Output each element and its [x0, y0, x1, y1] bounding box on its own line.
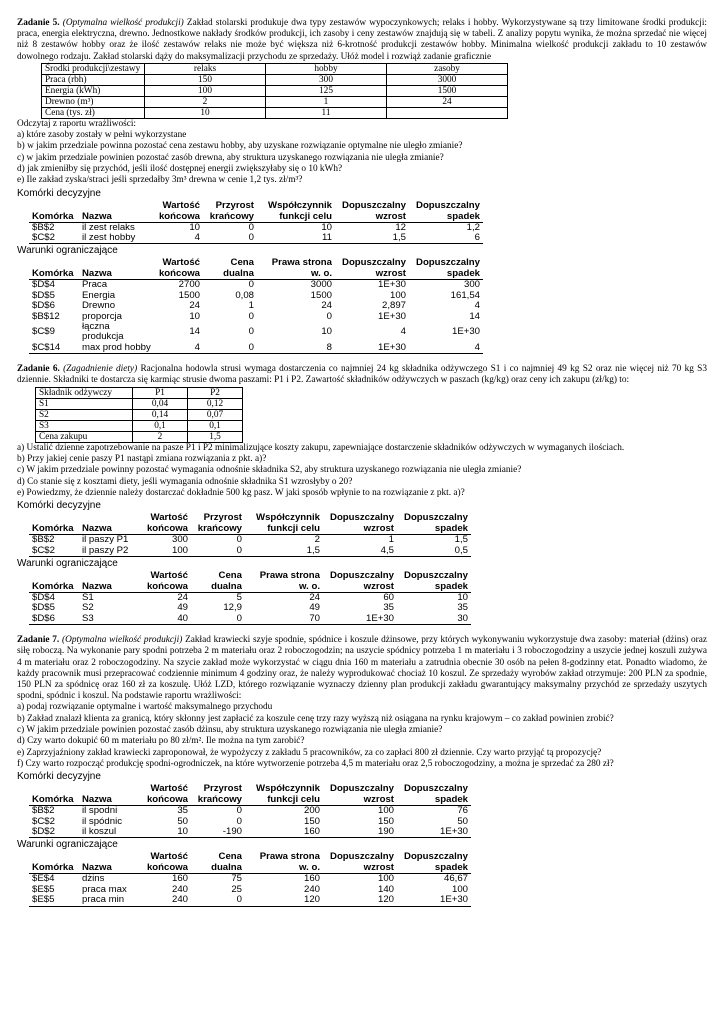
table-cell: 4	[400, 326, 406, 338]
task-7-questions	[17, 702, 707, 770]
table-cell: $D$4	[32, 591, 55, 603]
table-cell: 0,07	[188, 409, 243, 420]
table-row	[36, 431, 243, 442]
table-cell: Środki produkcji\zestawy	[42, 63, 145, 74]
task-6-decision-table	[29, 512, 471, 557]
table-cell: 1,5	[245, 546, 323, 557]
table-cell: 0	[248, 221, 254, 233]
table-cell: 24	[177, 591, 188, 603]
table-header-cell: Współczynnik funkcji celu	[245, 512, 323, 535]
table-header-cell: Nazwa	[79, 257, 155, 280]
table-cell: 8	[257, 343, 335, 354]
table-cell: il paszy P2	[79, 546, 143, 557]
table-cell: S3	[36, 420, 133, 431]
table-cell: 1,2	[466, 221, 480, 233]
table-cell: 0	[248, 310, 254, 322]
table-cell: 1500	[387, 85, 508, 96]
table-cell: Energia	[82, 289, 116, 301]
table-cell: P1	[133, 387, 188, 398]
table-row	[29, 322, 483, 343]
table-row	[36, 398, 243, 409]
table-header-row	[29, 257, 483, 280]
table-cell: 160	[245, 827, 323, 838]
task-5-constraints-table	[29, 257, 483, 354]
table-cell: S3	[79, 614, 143, 625]
table-header-cell: Komórka	[29, 200, 79, 223]
table-row	[29, 895, 471, 906]
table-cell: 0	[191, 614, 245, 625]
table-header-cell: Wartość końcowa	[155, 257, 203, 280]
table-cell: 300	[266, 74, 387, 85]
table-header-cell: Nazwa	[79, 570, 143, 593]
decision-cells-heading: Komórki decyzyjne	[17, 187, 101, 199]
table-cell: $B$2	[32, 805, 55, 817]
table-cell: 1E+30	[377, 310, 406, 322]
constraints-heading: Warunki ograniczające	[17, 839, 118, 851]
question-line: e) Powiedzmy, że dziennie należy dostarczać dokładnie 500 kg pasz. W jaki sposób wpłynie to na rozwiązanie z pkt. a)?	[17, 487, 465, 498]
table-header-cell: Dopuszczalny wzrost	[335, 257, 409, 280]
table-cell: 161,54	[450, 289, 480, 301]
table-cell: 100	[143, 546, 191, 557]
table-cell: $D$6	[32, 300, 55, 312]
table-cell: 75	[231, 873, 242, 885]
table-cell: $E$5	[32, 883, 55, 895]
table-cell: 240	[143, 895, 191, 906]
table-cell: $B$12	[32, 310, 60, 322]
table-cell: $D$6	[29, 614, 79, 625]
table-cell: 100	[389, 289, 406, 301]
table-cell: 2,897	[381, 300, 406, 312]
table-cell: 150	[377, 815, 394, 827]
table-cell: 24	[387, 96, 508, 107]
table-cell: 1E+30	[397, 827, 471, 838]
table-row	[36, 409, 243, 420]
table-cell: 0,12	[188, 398, 243, 409]
table-cell: Drewno	[82, 300, 116, 312]
decision-cells-heading: Komórki decyzyjne	[17, 771, 101, 783]
table-cell: 240	[303, 883, 320, 895]
table-header-cell: Dopuszczalny wzrost	[323, 570, 397, 593]
table-cell: 4	[155, 233, 203, 244]
table-cell: il zest hobby	[79, 233, 155, 244]
table-cell: S1	[36, 398, 133, 409]
task-5-topic: (Optymalna wielkość produkcji)	[62, 18, 184, 28]
task-6-questions	[17, 443, 707, 499]
table-cell: $E$5	[29, 895, 79, 906]
table-cell: 6	[409, 233, 483, 244]
table-cell: 100	[377, 873, 394, 885]
task-7-intro	[17, 635, 707, 702]
question-line: c) W jakim przedziale powinien pozostać zasób dżinsu, aby struktura uzyskanego rozwiązania nie uległa zmianie?	[17, 724, 443, 735]
table-cell: max prod hobby	[79, 343, 155, 354]
task-6-text: Racjonalna hodowla strusi wymaga dostarczenia co najmniej 24 kg składnika odżywczego S1 i co najmniej 49 kg S2 oraz nie więcej niż 70 kg S3 dziennie. Składniki te dostarcza się karmiąc strusie dwoma paszami: P1 i P2. Zawartość składników odżywczych w paszach (kg/kg) oraz ceny ich zakupu (zł/kg) to:	[17, 364, 707, 386]
table-cell: 1,5	[188, 431, 243, 442]
table-cell: -190	[191, 827, 245, 838]
table-row	[29, 614, 471, 625]
task-6-nutrient-table	[35, 387, 243, 443]
table-cell: 11	[266, 107, 387, 118]
document-page	[17, 18, 707, 907]
table-cell: 0	[248, 279, 254, 291]
table-cell: 0	[203, 233, 257, 244]
question-line: Odczytaj z raportu wrażliwości:	[17, 118, 137, 129]
question-line: c) w jakim przedziale powinien pozostać zasób drewna, aby struktura uzyskanego rozwiązania nie uległa zmianie?	[17, 152, 444, 163]
table-header-row	[29, 570, 471, 593]
table-cell: $C$9	[32, 326, 55, 338]
table-cell: 160	[171, 873, 188, 885]
table-header-cell: Dopuszczalny spadek	[397, 512, 471, 535]
table-cell: 190	[323, 827, 397, 838]
table-cell: 70	[245, 614, 323, 625]
table-cell: 120	[245, 895, 323, 906]
table-cell: 30	[397, 614, 471, 625]
table-cell: 120	[323, 895, 397, 906]
table-header-cell: Cena dualna	[191, 851, 245, 874]
table-cell: 0	[236, 805, 242, 817]
table-header-cell: Wartość końcowa	[143, 570, 191, 593]
table-header-cell: Dopuszczalny spadek	[409, 200, 483, 223]
table-cell: 0	[203, 343, 257, 354]
table-row	[29, 343, 483, 354]
table-cell: il zest relaks	[82, 221, 135, 233]
task-7-decision-table	[29, 783, 471, 838]
constraints-heading: Warunki ograniczające	[17, 557, 118, 569]
table-cell: 35	[177, 805, 188, 817]
table-cell: 200	[303, 805, 320, 817]
table-cell: 1E+30	[323, 614, 397, 625]
table-row	[42, 85, 508, 96]
table-cell: 14	[189, 326, 200, 338]
table-header-cell: Komórka	[29, 512, 79, 535]
table-cell: Praca (rbh)	[42, 74, 145, 85]
table-header-cell: Współczynnik funkcji celu	[245, 783, 323, 806]
table-row	[42, 96, 508, 107]
table-header-cell: Komórka	[29, 851, 79, 874]
table-cell: 0,14	[133, 409, 188, 420]
table-cell: 24	[321, 300, 332, 312]
table-cell: 76	[457, 805, 468, 817]
table-cell: 1	[266, 96, 387, 107]
table-cell: 150	[145, 74, 266, 85]
table-cell: 100	[377, 805, 394, 817]
table-cell: 10	[321, 326, 332, 338]
table-cell: Drewno (m³)	[42, 96, 145, 107]
table-row	[36, 420, 243, 431]
table-header-cell: Dopuszczalny wzrost	[335, 200, 409, 223]
table-cell: il spódnic	[82, 815, 122, 827]
table-header-cell: Nazwa	[79, 200, 155, 223]
table-cell: S2	[82, 602, 94, 614]
table-row	[42, 74, 508, 85]
table-cell: $D$5	[32, 602, 55, 614]
table-cell: 10	[457, 591, 468, 603]
table-cell: 140	[377, 883, 394, 895]
table-cell: 25	[231, 883, 242, 895]
table-cell: 35	[457, 602, 468, 614]
table-cell: P2	[188, 387, 243, 398]
question-line: e) Ile zakład zyska/straci jeśli sprzedałby 3m³ drewna w cenie 1,2 tys. zł/m³?	[17, 175, 303, 186]
decision-cells-heading: Komórki decyzyjne	[17, 500, 101, 512]
table-cell: 1	[388, 534, 394, 546]
table-cell: 11	[257, 233, 335, 244]
task-6-constraints-table	[29, 570, 471, 625]
task-6-topic: (Zagadnienie diety)	[63, 364, 138, 375]
table-header-cell: Prawa strona w. o.	[257, 257, 335, 280]
table-cell: $D$4	[32, 279, 55, 291]
table-cell: 1	[248, 300, 254, 312]
table-cell: 100	[451, 883, 468, 895]
table-header-cell: Współczynnik funkcji celu	[257, 200, 335, 223]
question-line: a) które zasoby zostały w pełni wykorzystane	[17, 130, 187, 141]
table-header-cell: Dopuszczalny spadek	[409, 257, 483, 280]
task-7-topic: (Optymalna wielkość produkcji)	[62, 635, 183, 646]
table-cell: 10	[145, 107, 266, 118]
table-header-cell: Wartość końcowa	[143, 783, 191, 806]
table-cell: 10	[189, 221, 200, 233]
constraints-heading: Warunki ograniczające	[17, 245, 118, 257]
task-5-resource-table	[41, 63, 508, 119]
table-cell: $C$14	[29, 343, 79, 354]
table-cell: 3000	[387, 74, 508, 85]
table-cell: il koszul	[79, 827, 143, 838]
table-cell: Składnik odżywczy	[36, 387, 133, 398]
task-7-constraints-table	[29, 851, 471, 906]
question-line: b) Zakład znalazł klienta za granicą, który skłonny jest zapłacić za koszule cenę trzy razy wyższą niż osiągana na rynku krajowym – co zakład powinien zrobić?	[17, 713, 614, 724]
table-row	[29, 806, 471, 817]
table-header-cell: Komórka	[29, 783, 79, 806]
table-cell: 1E+30	[451, 326, 480, 338]
table-cell: 160	[303, 873, 320, 885]
table-header-row	[36, 387, 243, 398]
table-cell: hobby	[266, 63, 387, 74]
table-cell: 12	[395, 221, 406, 233]
table-cell: relaks	[145, 63, 266, 74]
table-cell: 150	[303, 815, 320, 827]
table-cell: 4	[155, 343, 203, 354]
question-line: b) Przy jakiej cenie paszy P1 nastąpi zmiana rozwiązania z pkt. a)?	[17, 453, 267, 464]
task-5-label: Zadanie 5.	[17, 18, 60, 28]
task-7-text: Zakład krawiecki szyje spodnie, spódnice i koszule dżinsowe, przy których wykonywaniu wykorzystuje dwa zasoby: materiał (dżins) oraz siłę roboczą. Na wykonanie pary spodni potrzeba 2 m materiału oraz 2 roboczogodzin; na uszycie spódnicy potrzeba 1 m materiału i 3 roboczogodziny a uszycie jednej koszuli zużywa 4 m materiału oraz 2 roboczogodziny. Na szycie zakład może wykorzystać w ciągu dnia 160 m materiału a zatrudnia obecnie 30 osób na pełen 8-godzinny etat. Ponadto wiadomo, że każdy pracownik musi przepracować codziennie minimum 4 godziny oraz, że należy wyprodukować chociaż 10 koszul. Ze sprzedaży wyrobów zakład otrzymuje: 200 PLN za spodnie, 150 PLN za spódnicę oraz 160 zł za koszulę. Ułóż LZD, którego rozwiązanie wyznaczy dzienny plan produkcji zakładu gwarantujący maksymalny przychód ze sprzedaży uszytych spodni, spódnic i koszul. Na podstawie raportu wrażliwości:	[17, 635, 708, 702]
table-cell: 300	[463, 279, 480, 291]
table-cell: dżins	[82, 873, 105, 885]
table-cell: 0	[236, 534, 242, 546]
table-cell: 0	[326, 310, 332, 322]
table-cell: proporcja	[82, 310, 122, 322]
table-cell: 0,5	[397, 546, 471, 557]
table-cell: Praca	[82, 279, 108, 291]
table-cell: 4,5	[323, 546, 397, 557]
table-cell: $B$2	[32, 221, 55, 233]
table-cell: $E$4	[32, 873, 55, 885]
table-header-cell: Komórka	[29, 257, 79, 280]
table-cell: 5	[236, 591, 242, 603]
table-cell: 240	[171, 883, 188, 895]
table-cell: 24	[189, 300, 200, 312]
table-cell: 3000	[310, 279, 332, 291]
table-cell: 0	[191, 895, 245, 906]
question-line: a) podaj rozwiązanie optymalne i wartość maksymalnego przychodu	[17, 702, 273, 713]
table-header-cell: Prawa strona w. o.	[245, 851, 323, 874]
question-line: c) W jakim przedziale powinny pozostać wymagania odnośnie składnika S2, aby struktura uzyskanego rozwiązania nie uległa zmianie?	[17, 465, 522, 476]
table-cell: 1E+30	[335, 343, 409, 354]
table-cell: 49	[177, 602, 188, 614]
table-cell: 1E+30	[377, 279, 406, 291]
table-header-row	[29, 851, 471, 874]
table-header-cell: Cena dualna	[191, 570, 245, 593]
table-header-cell: Wartość końcowa	[143, 851, 191, 874]
table-header-row	[29, 200, 483, 223]
table-cell: il paszy P1	[82, 534, 129, 546]
task-6-label: Zadanie 6.	[17, 364, 60, 375]
table-cell: 14	[469, 310, 480, 322]
table-header-cell: Wartość końcowa	[155, 200, 203, 223]
table-cell: 50	[457, 815, 468, 827]
table-cell: 2700	[178, 279, 200, 291]
table-cell: praca max	[82, 883, 127, 895]
table-cell: S2	[36, 409, 133, 420]
table-cell: 1500	[310, 289, 332, 301]
table-header-cell: Nazwa	[79, 512, 143, 535]
table-cell: S1	[82, 591, 94, 603]
table-row	[29, 535, 471, 546]
table-cell: 300	[171, 534, 188, 546]
question-line: e) Zaprzyjaźniony zakład krawiecki zaproponował, że wypożyczy z zakładu 5 pracowników, za co zapłaci 800 zł dziennie. Czy warto przyjąć tą propozycję?	[17, 747, 602, 758]
table-header-cell: Nazwa	[79, 851, 143, 874]
table-cell: 2	[133, 431, 188, 442]
table-cell: 10	[189, 310, 200, 322]
table-cell: 10	[321, 221, 332, 233]
table-row	[42, 107, 508, 118]
task-6-intro	[17, 364, 707, 386]
table-header-cell: Dopuszczalny spadek	[397, 783, 471, 806]
table-cell: 0,08	[235, 289, 254, 301]
table-row	[29, 827, 471, 838]
table-cell: $C$2	[29, 233, 79, 244]
table-cell: praca min	[79, 895, 143, 906]
table-cell: 0,04	[133, 398, 188, 409]
task-5-intro	[17, 18, 707, 63]
table-header-cell: Cena dualna	[203, 257, 257, 280]
table-header-cell: Przyrost krańcowy	[203, 200, 257, 223]
table-cell: Energia (kWh)	[42, 85, 145, 96]
table-cell	[387, 107, 508, 118]
table-cell: $D$2	[29, 827, 79, 838]
table-header-cell: Wartość końcowa	[143, 512, 191, 535]
table-cell: 50	[177, 815, 188, 827]
table-cell: Cena (tys. zł)	[42, 107, 145, 118]
table-cell: 49	[309, 602, 320, 614]
table-header-cell: Dopuszczalny spadek	[397, 570, 471, 593]
table-cell: 4	[474, 300, 480, 312]
table-header-cell: Prawa strona w. o.	[245, 570, 323, 593]
table-cell: 100	[145, 85, 266, 96]
table-cell: 1,5	[454, 534, 468, 546]
task-5-questions	[17, 119, 707, 187]
table-cell: $B$2	[32, 534, 55, 546]
table-cell: 2	[314, 534, 320, 546]
table-header-row	[29, 512, 471, 535]
table-cell: 10	[143, 827, 191, 838]
question-line: a) Ustalić dzienne zapotrzebowanie na pasze P1 i P2 minimalizujące koszty zakupu, zapewniające dostarczenie składników odżywczych w wymaganych ilościach.	[17, 442, 625, 453]
table-cell: 0	[191, 546, 245, 557]
task-7-label: Zadanie 7.	[17, 635, 60, 646]
table-cell: 12,9	[223, 602, 242, 614]
question-line: f) Czy warto rozpocząć produkcję spodni-ogrodniczek, na które wytworzenie potrzeba 4,5 m materiału oraz 2,5 roboczogodziny, a można je sprzedać za 280 zł?	[17, 758, 614, 769]
table-cell: $C$2	[29, 546, 79, 557]
table-cell: 46,67	[443, 873, 468, 885]
table-cell: Cena zakupu	[36, 431, 133, 442]
table-cell: 125	[266, 85, 387, 96]
table-cell: 0	[248, 326, 254, 338]
table-cell: 24	[309, 591, 320, 603]
table-header-cell: Komórka	[29, 570, 79, 593]
table-cell: 4	[409, 343, 483, 354]
question-line: d) Czy warto dokupić 60 m materiału po 80 zł/m². Ile można na tym zarobić?	[17, 736, 305, 747]
table-header-cell: Dopuszczalny wzrost	[323, 851, 397, 874]
table-cell: 35	[383, 602, 394, 614]
table-header-cell: Nazwa	[79, 783, 143, 806]
table-cell: 2	[145, 96, 266, 107]
table-cell: zasoby	[387, 63, 508, 74]
table-header-row	[42, 63, 508, 74]
table-cell: 0	[236, 815, 242, 827]
table-header-cell: Dopuszczalny spadek	[397, 851, 471, 874]
table-cell: $C$2	[32, 815, 55, 827]
table-cell: 40	[143, 614, 191, 625]
table-cell: 1,5	[335, 233, 409, 244]
table-cell: 0,1	[188, 420, 243, 431]
table-header-row	[29, 783, 471, 806]
question-line: d) jak zmieniłby się przychód, jeśli ilość dostępnej energii zwiększyłaby się o 10 kWh?	[17, 164, 343, 174]
table-cell: il spodni	[82, 805, 118, 817]
table-cell: 0,1	[133, 420, 188, 431]
task-5-decision-table	[29, 200, 483, 245]
table-header-cell: Dopuszczalny wzrost	[323, 783, 397, 806]
table-cell: 60	[383, 591, 394, 603]
table-cell: $D$5	[32, 289, 55, 301]
task-5-text: Zakład stolarski produkuje dwa typy zestawów wypoczynkowych; relaks i hobby. Wykorzystywane są trzy limitowane środki produkcji: praca, energia elektryczna, drewno. Jednostkowe nakłady środków produkcji, ich zasoby i ceny zestawów znajdują się w tabeli. Z analizy popytu wynika, że można sprzedać nie więcej niż 8 zestawów hobby oraz że ilość zestawów relaks nie może być większa niż 6-krotność produkcji zestawów hobby. Minimalna wielkość produkcji zakładu to 10 zestawów dowolnego rodzaju. Zakład stolarski dąży do maksymalizacji przychodu ze sprzedaży. Ułóż model i rozwiąż zadanie graficznie	[17, 18, 707, 62]
question-line: d) Co stanie się z kosztami diety, jeśli wymagania odnośnie składnika S1 wzrosłyby o 20?	[17, 476, 353, 487]
table-row	[29, 603, 471, 613]
table-row	[29, 592, 471, 603]
table-header-cell: Przyrost krańcowy	[191, 783, 245, 806]
table-row	[29, 233, 483, 244]
table-header-cell: Przyrost krańcowy	[191, 512, 245, 535]
question-line: b) w jakim przedziale powinna pozostać cena zestawu hobby, aby uzyskane rozwiązanie optymalne nie uległo zmianie?	[17, 141, 463, 152]
table-cell: 1500	[178, 289, 200, 301]
table-cell: łączna produkcja	[82, 321, 124, 343]
table-header-cell: Dopuszczalny wzrost	[323, 512, 397, 535]
table-cell: 1E+30	[397, 895, 471, 906]
table-row	[29, 546, 471, 557]
